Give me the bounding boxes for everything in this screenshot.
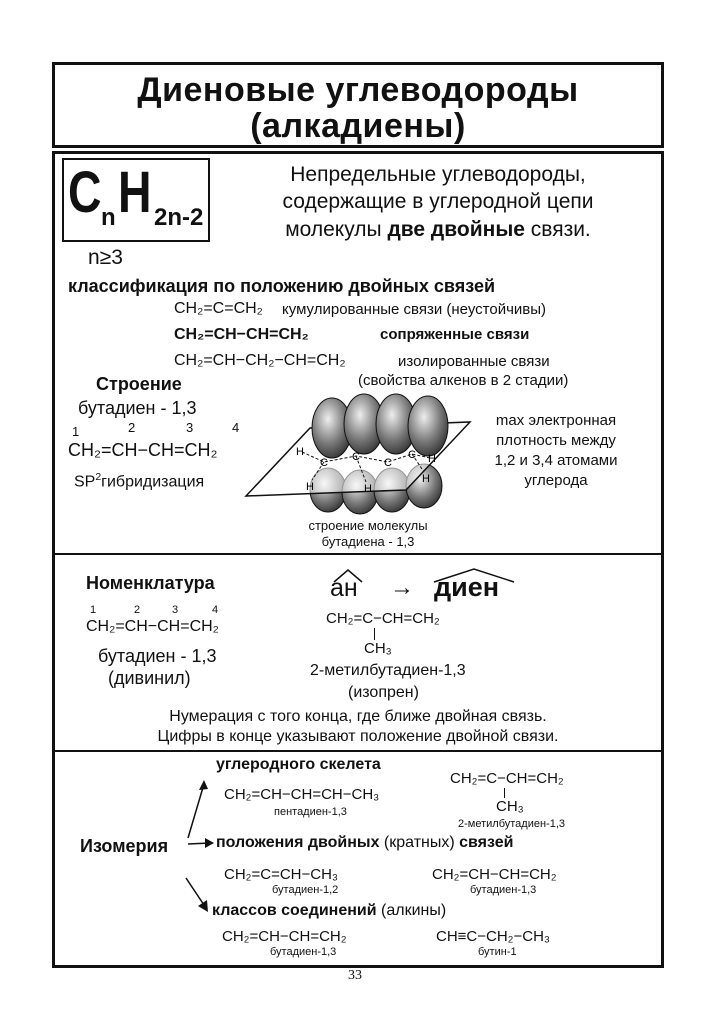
atom-c-1: C [320,457,328,469]
divider-structure-nomenclature [52,553,664,555]
suffix-carets [330,566,530,586]
structure-right-line3: 1,2 и 3,4 атомами [494,452,618,469]
definition-line3-suffix: связи. [524,218,591,241]
formula-hydrogen: H [118,160,152,225]
isomerism-position-heading [216,834,513,852]
class-heading-normal: (алкины) [376,902,447,919]
classification-cumulated-formula: CH₂=C=CH₂ [174,300,263,317]
position-heading-bold2: связей [459,834,514,851]
definition-line3-bold: две двойные [387,218,525,241]
isomerism-skeleton-heading: углеродного скелета [216,756,381,773]
definition-line3-prefix: молекулы [285,218,388,241]
classification-isolated-desc: изолированные связи [398,353,550,370]
classification-isolated-formula: CH₂=CH−CH₂−CH=CH₂ [174,352,346,369]
p-orbital-upper-4 [408,396,448,456]
structure-heading: Строение [96,374,182,394]
atom-h-1: H [296,446,304,458]
atom-c-3: C [384,457,392,469]
suffix-an: ан [330,574,358,602]
class-heading-bold: классов соединений [212,902,377,919]
arrowhead-classes [198,900,208,912]
skeleton-name-2: 2-метилбутадиен-1,3 [458,818,565,830]
structure-right-line4: углерода [524,472,588,489]
isoprene-name: 2-метилбутадиен-1,3 [310,662,466,679]
position-heading-normal: (кратных) [379,834,460,851]
structure-number-3: 3 [186,420,194,435]
atom-h-2: H [428,453,436,465]
structure-number-4: 4 [232,420,240,435]
definition-line3 [228,218,648,242]
suffix-arrow: → [390,574,414,601]
position-name-1: бутадиен-1,2 [272,884,339,896]
structure-formula: CH₂=CH−CH=CH₂ [68,440,218,460]
nomenclature-rule1: Нумерация с того конца, где ближе двойная связь. [169,708,547,725]
class-formula-2: CH≡C−CH₂−CH₃ [436,928,551,945]
isoprene-branch-bond [374,628,375,640]
nomenclature-heading: Номенклатура [86,573,215,593]
nomenclature-formula: CH₂=CH−CH=CH₂ [86,618,219,635]
hybridization-sp: SP [74,473,96,491]
isoprene-trivial: (изопрен) [348,684,419,701]
structure-caption-line1: строение молекулы [308,518,428,533]
formula-2n-2-subscript: 2n-2 [154,204,204,231]
hybridization-text: гибридизация [101,473,205,491]
atom-c-2: C [352,451,360,463]
atom-h-4: H [364,483,372,495]
structure-number-1: 1 [72,424,80,439]
page-title-line1: Диеновые углеводороды [137,71,579,109]
classification-isolated-note: (свойства алкенов в 2 стадии) [358,372,569,389]
classification-heading: классификация по положению двойных связей [68,276,496,296]
skeleton-name-1: пентадиен-1,3 [274,806,347,818]
isoprene-formula: CH₂=C−CH=CH₂ [326,610,440,627]
isoprene-branch: CH₃ [364,640,392,657]
skeleton-formula-2: CH₂=C−CH=CH₂ [450,770,564,787]
structure-caption-line2: бутадиена - 1,3 [321,534,415,549]
suffix-dien: диен [434,572,500,602]
page-title-line2: (алкадиены) [250,107,466,145]
structure-name: бутадиен - 1,3 [78,398,197,418]
class-name-2: бутин-1 [478,946,517,958]
isomerism-label: Изомерия [80,836,169,856]
divider-nomenclature-isomerism [52,750,664,752]
nomenclature-number-2: 2 [134,604,141,616]
structure-right-line2: плотность между [496,432,616,449]
class-name-1: бутадиен-1,3 [270,946,337,958]
position-formula-1: CH₂=C=CH−CH₃ [224,866,339,883]
nomenclature-number-4: 4 [212,604,219,616]
structure-right-line1: max электронная [495,412,617,429]
formula-condition: n≥3 [88,246,123,269]
classification-cumulated-desc: кумулированные связи (неустойчивы) [282,301,547,318]
arrowhead-position [205,838,214,848]
nomenclature-name: бутадиен - 1,3 [98,646,217,666]
nomenclature-trivial: (дивинил) [108,668,191,688]
class-formula-1: CH₂=CH−CH=CH₂ [222,928,347,945]
nomenclature-rule2: Цифры в конце указывают положение двойной связи. [157,728,559,745]
position-heading-bold1: положения двойных [216,834,380,851]
classification-conjugated-desc: сопряженные связи [380,326,530,343]
structure-hybridization [74,472,204,491]
atom-c-4: C [408,449,416,461]
formula-n-subscript: n [101,204,116,231]
butadiene-orbital-diagram [240,388,480,528]
title-box [52,62,664,148]
position-formula-2: CH₂=CH−CH=CH₂ [432,866,557,883]
skeleton-formula-1: CH₂=CH−CH=CH−CH₃ [224,786,380,803]
isomerism-class-heading [212,902,446,920]
nomenclature-number-1: 1 [90,604,97,616]
definition-line2: содержащие в углеродной цепи [282,190,594,213]
general-formula-box [62,158,210,242]
hybridization-sup: 2 [95,472,102,483]
classification-conjugated-formula: CH₂=CH−CH=CH₂ [174,326,309,343]
atom-h-3: H [306,481,314,493]
arrow-skeleton [188,784,204,838]
arrowhead-skeleton [199,780,208,790]
skeleton-branch: CH₃ [496,798,524,815]
skeleton-branch-bond [504,788,505,798]
formula-carbon: C [68,160,102,225]
position-name-2: бутадиен-1,3 [470,884,537,896]
page-number: 33 [348,968,362,983]
structure-number-2: 2 [128,420,136,435]
nomenclature-number-3: 3 [172,604,179,616]
definition-line1: Непредельные углеводороды, [290,163,586,186]
atom-h-5: H [422,473,430,485]
